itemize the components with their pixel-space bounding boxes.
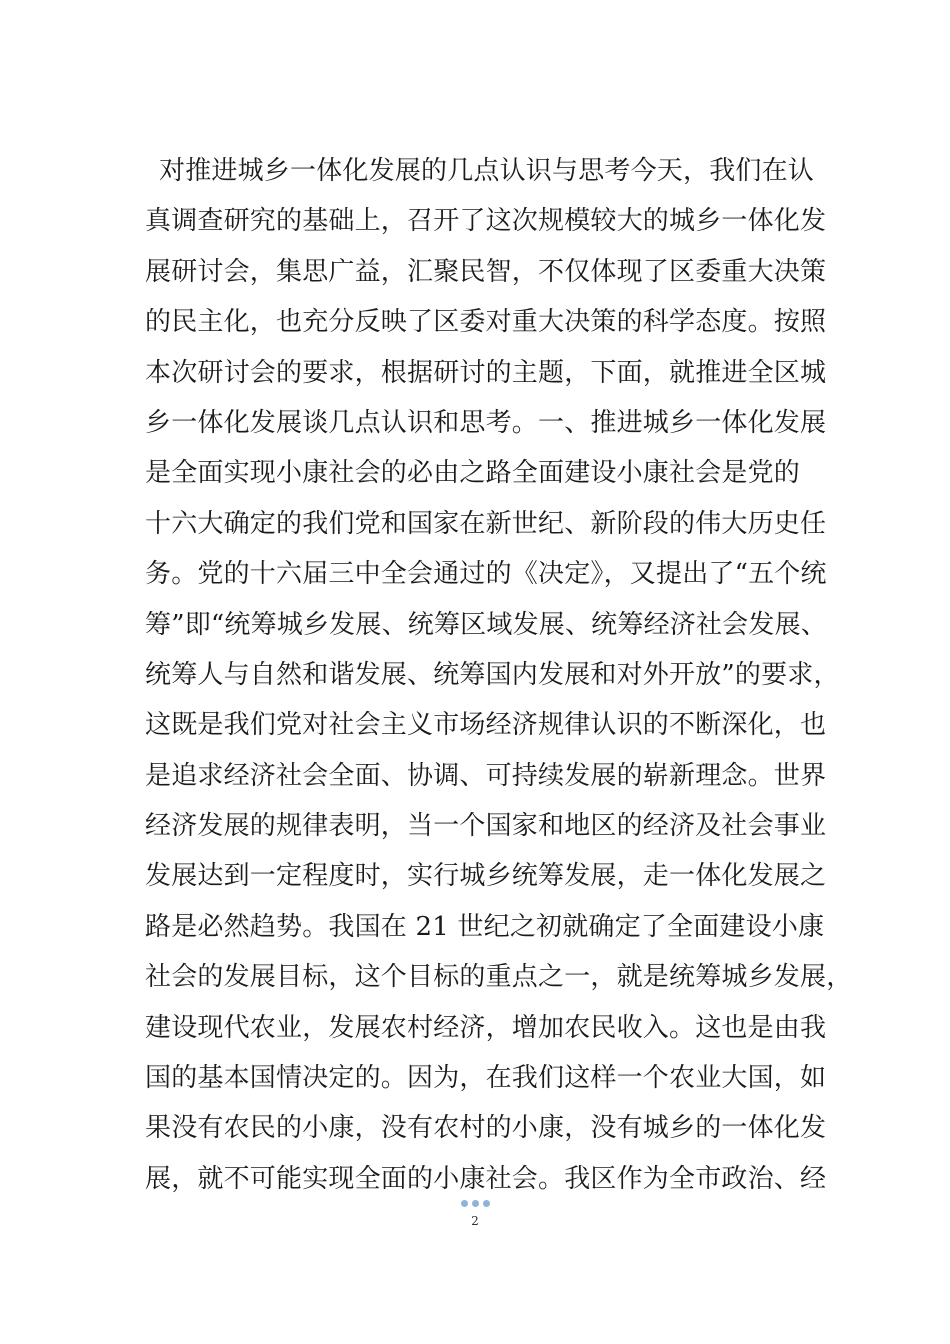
text-line: 统筹人与自然和谐发展、统筹国内发展和对外开放”的要求， — [145, 659, 840, 690]
dot-icon — [461, 1200, 468, 1207]
page-footer — [0, 1198, 950, 1228]
dot-icon — [472, 1200, 479, 1207]
text-line: 经济发展的规律表明，当一个国家和地区的经济及社会事业 — [145, 811, 827, 842]
text-line: 果没有农民的小康，没有农村的小康，没有城乡的一体化发 — [145, 1113, 827, 1144]
text-line: 这既是我们党对社会主义市场经济规律认识的不断深化，也 — [145, 710, 827, 741]
text-line: 乡一体化发展谈几点认识和思考。一、推进城乡一体化发展 — [145, 407, 827, 438]
page-number: 2 — [471, 1214, 479, 1228]
text-line: 是追求经济社会全面、协调、可持续发展的崭新理念。世界 — [145, 760, 827, 791]
text-line: 对推进城乡一体化发展的几点认识与思考今天，我们在认 — [159, 156, 815, 186]
text-line: 真调查研究的基础上，召开了这次规模较大的城乡一体化发 — [145, 206, 827, 237]
text-line: 筹”即“统筹城乡发展、统筹区域发展、统筹经济社会发展、 — [145, 609, 827, 640]
text-line: 十六大确定的我们党和国家在新世纪、新阶段的伟大历史任 — [145, 508, 827, 539]
text-line: 国的基本国情决定的。因为，在我们这样一个农业大国，如 — [145, 1063, 827, 1094]
text-line: 务。党的十六届三中全会通过的《决定》，又提出了“五个统 — [145, 559, 827, 590]
text-line: 路是必然趋势。我国在 21 世纪之初就确定了全面建设小康 — [145, 911, 825, 942]
text-line: 本次研讨会的要求，根据研讨的主题，下面，就推进全区城 — [145, 357, 827, 388]
dot-icon — [483, 1200, 490, 1207]
text-line: 是全面实现小康社会的必由之路全面建设小康社会是党的 — [145, 458, 801, 489]
text-line: 展，就不可能实现全面的小康社会。我区作为全市政治、经 — [145, 1163, 827, 1194]
text-line: 建设现代农业，发展农村经济，增加农民收入。这也是由我 — [145, 1012, 827, 1043]
text-line: 的民主化，也充分反映了区委对重大决策的科学态度。按照 — [145, 307, 827, 338]
text-line: 发展达到一定程度时，实行城乡统筹发展，走一体化发展之 — [145, 861, 827, 892]
body-text — [145, 146, 853, 1204]
text-line: 展研讨会，集思广益，汇聚民智，不仅体现了区委重大决策 — [145, 256, 827, 287]
text-line: 社会的发展目标，这个目标的重点之一，就是统筹城乡发展， — [145, 962, 853, 993]
footer-dots — [0, 1198, 950, 1208]
